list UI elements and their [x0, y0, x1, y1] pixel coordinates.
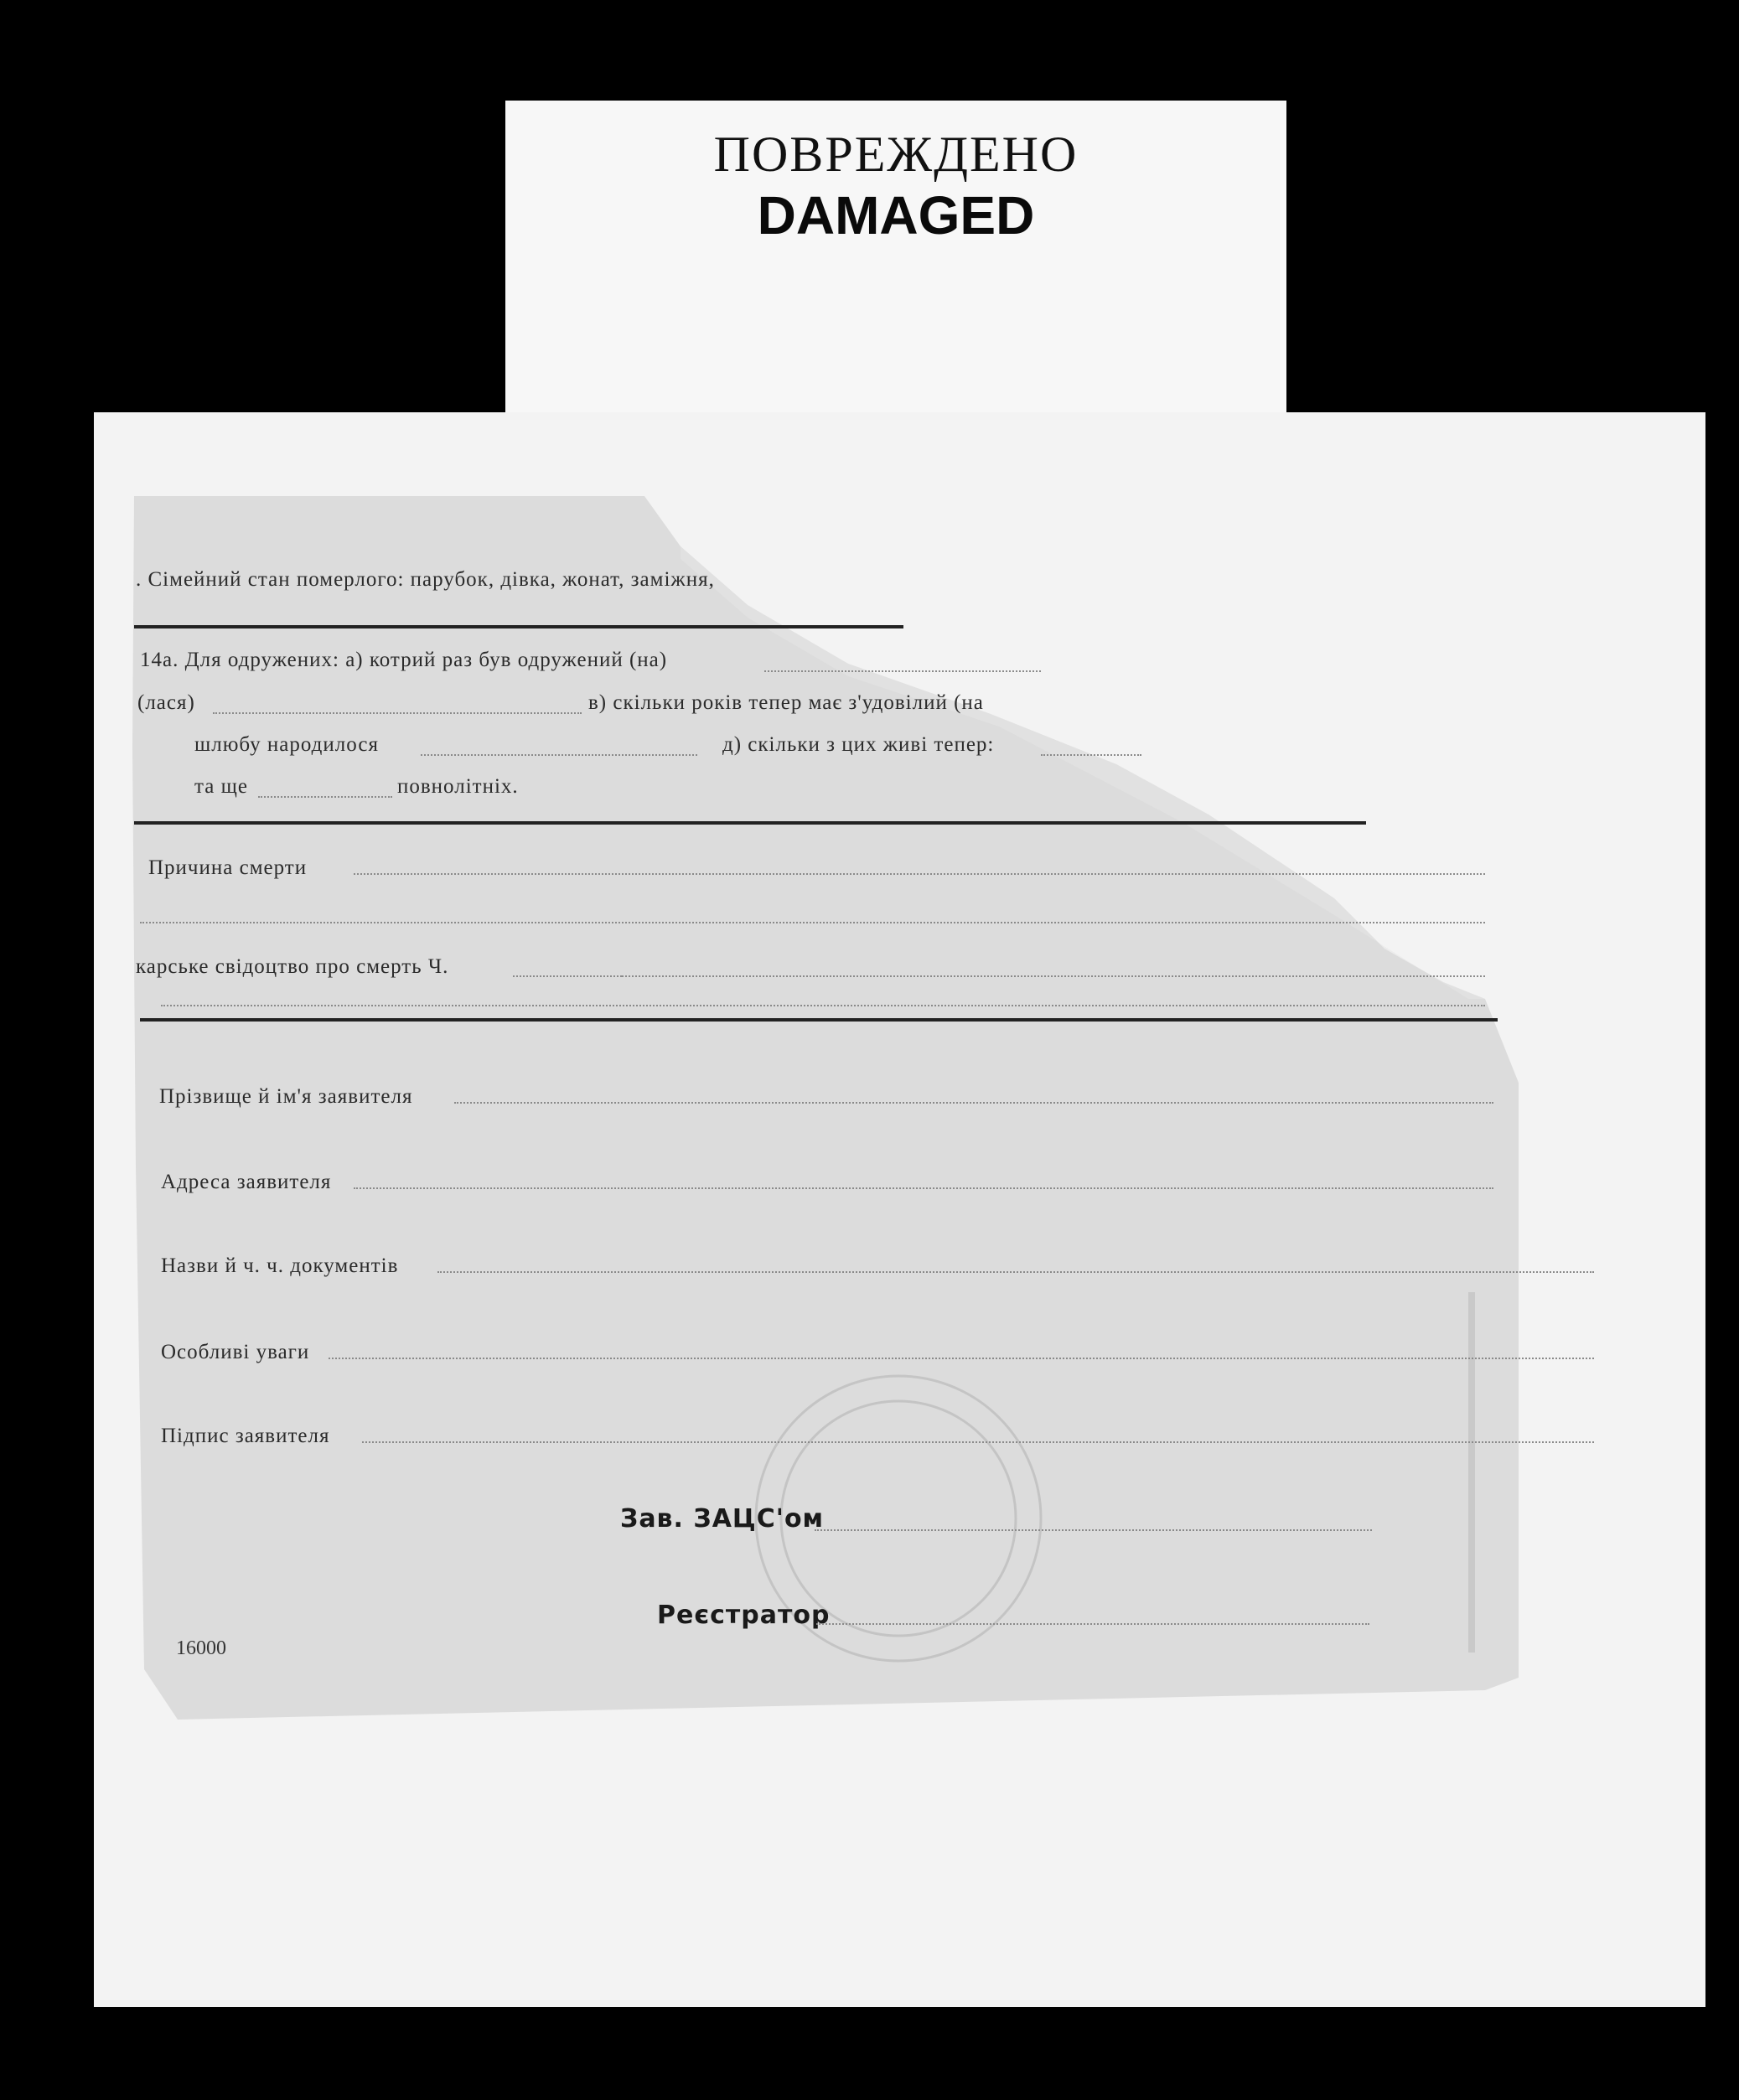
line-e-field — [258, 796, 392, 798]
head-zags-label: Зав. ЗАЦС'ом — [620, 1504, 825, 1534]
applicant-signature-label: Підпис заявителя — [161, 1425, 330, 1447]
cause-of-death-field — [354, 873, 1485, 875]
family-status-line: . Сімейний стан померлого: парубок, дівка, жонат, заміжня, — [136, 568, 715, 591]
applicant-name-label: Прізвище й ім'я заявителя — [159, 1085, 413, 1108]
line-b-field — [213, 712, 582, 714]
line-c-label: шлюбу народилося — [194, 733, 379, 756]
documents-field — [437, 1271, 1594, 1273]
medical-cert-label: карське свідоцтво про смерть Ч. — [136, 955, 449, 978]
line-d: д) скільки з цих живі тепер: — [722, 733, 995, 756]
line-c-field — [421, 754, 697, 756]
line-d-field — [1041, 754, 1141, 756]
applicant-address-field — [354, 1187, 1493, 1189]
line-14a-field — [764, 670, 1041, 672]
rule-mid — [134, 821, 1366, 825]
medical-cert-field-3 — [161, 1005, 1485, 1006]
remarks-field — [329, 1358, 1594, 1359]
line-14a: 14а. Для одружених: а) котрий раз був одружений (на) — [140, 649, 668, 671]
rule-top — [134, 625, 903, 628]
registrar-label: Реєстратор — [657, 1601, 831, 1630]
damaged-label-en: DAMAGED — [757, 185, 1035, 246]
line-e-post: повнолітніх. — [397, 775, 519, 798]
cause-of-death-field-2 — [140, 922, 1485, 923]
documents-label: Назви й ч. ч. документів — [161, 1254, 399, 1277]
line-b-label: (лася) — [137, 691, 195, 714]
medical-cert-field-2 — [622, 975, 1485, 977]
head-zags-field — [815, 1529, 1372, 1531]
medical-cert-field — [513, 975, 622, 977]
applicant-name-field — [454, 1102, 1493, 1104]
line-b2: в) скільки років тепер має з'удовілий (на — [588, 691, 984, 714]
cause-of-death-label: Причина смерти — [148, 856, 308, 879]
damaged-label-card — [505, 101, 1286, 419]
applicant-address-label: Адреса заявителя — [161, 1171, 332, 1193]
document-sheet — [94, 412, 1705, 2007]
line-e-pre: та ще — [194, 775, 248, 798]
print-run-number: 16000 — [176, 1637, 226, 1659]
registrar-field — [816, 1623, 1369, 1625]
remarks-label: Особливі уваги — [161, 1341, 310, 1363]
rule-bottom — [140, 1018, 1498, 1022]
damaged-label-ru: ПОВРЕЖДЕНО — [713, 127, 1079, 182]
applicant-signature-field — [362, 1441, 1594, 1443]
